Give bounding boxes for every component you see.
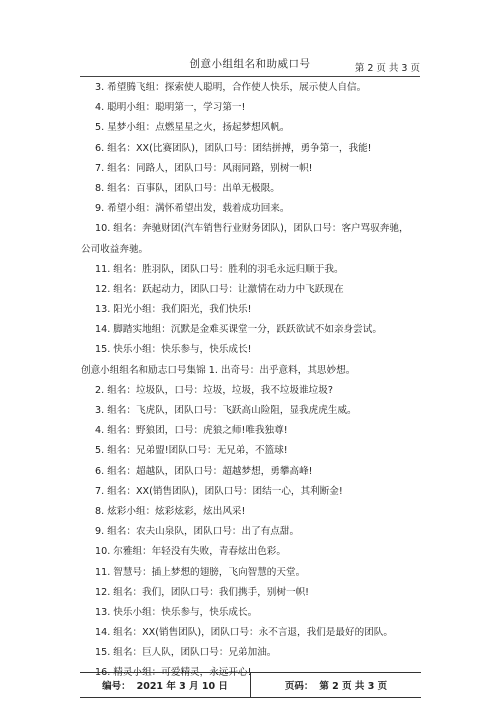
list-item: 8. 组名：百事队，团队口号：出单无极限。 <box>95 182 280 194</box>
list-item: 14. 组名：XX(销售团队)，团队口号：永不言退，我们是最好的团队。 <box>95 627 393 639</box>
list-item: 13. 阳光小组：我们阳光，我们快乐! <box>95 304 252 316</box>
list-item-continuation: 公司收益奔驰。 <box>81 243 149 255</box>
section-heading-line: 创意小组组名和励志口号集锦 1. 出奇号：出乎意料，其思妙想。 <box>81 364 356 376</box>
document-body <box>81 78 423 684</box>
footer-id-cell <box>80 673 251 697</box>
footer-id-value: 2021 年 3 月 10 日 <box>136 681 228 692</box>
list-item: 6. 组名：超越队，团队口号：超越梦想，勇攀高峰! <box>95 465 313 477</box>
list-item: 7. 组名：XX(销售团队)，团队口号：团结一心，其利断金! <box>95 485 343 497</box>
list-item: 14. 脚踏实地组：沉默是金难买课堂一分，跃跃欲试不如亲身尝试。 <box>95 324 382 336</box>
list-item: 15. 组名：巨人队，团队口号：兄弟加油。 <box>95 647 277 659</box>
list-item: 6. 组名：XX(比赛团队)，团队口号：团结拼搏，勇争第一，我能! <box>95 142 372 154</box>
list-item: 3. 希望腾飞组：探索使人聪明，合作使人快乐，展示使人自信。 <box>95 82 367 93</box>
list-item: 12. 组名：我们，团队口号：我们携手，别树一帜! <box>95 586 310 598</box>
list-item: 12. 组名：跃起动力，团队口号：让激情在动力中飞跃现在 <box>95 283 344 295</box>
list-item: 11. 组名：胜羽队，团队口号：胜利的羽毛永远归顺于我。 <box>95 263 344 275</box>
list-item: 5. 星梦小组：点燃星星之火，扬起梦想风帆。 <box>95 122 290 134</box>
list-item: 9. 希望小组：满怀希望出发，载着成功回来。 <box>95 203 290 215</box>
document-title: 创意小组组名和助威口号 <box>189 58 311 70</box>
footer-table <box>80 672 421 698</box>
list-item: 15. 快乐小组：快乐参与，快乐成长! <box>95 344 252 356</box>
list-item: 10. 尔雅组：年轻没有失败，青春炫出色彩。 <box>95 546 286 558</box>
list-item: 5. 组名：兄弟盟!团队口号：无兄弟，不篮球! <box>95 445 288 457</box>
footer-page-value: 第 2 页 共 3 页 <box>319 681 388 692</box>
list-item: 2. 组名：垃圾队，口号：垃圾，垃圾，我不垃圾谁垃圾? <box>95 384 333 396</box>
list-item: 11. 智慧号：插上梦想的翅膀，飞向智慧的天堂。 <box>95 566 306 578</box>
header-page-number: 第 2 页 共 3 页 <box>354 63 420 74</box>
list-item: 9. 组名：农夫山泉队，团队口号：出了有点甜。 <box>95 526 300 538</box>
list-item: 10. 组名：奔驰财团(汽车销售行业财务团队)，团队口号：客户骂驭奔驰， <box>95 223 409 235</box>
footer-page-label: 页码： <box>284 681 314 692</box>
header-divider <box>80 76 420 77</box>
list-item: 4. 聪明小组：聪明第一，学习第一! <box>95 102 246 114</box>
footer-id-label: 编号： <box>102 681 131 692</box>
list-item: 13. 快乐小组：快乐参与，快乐成长。 <box>95 606 258 618</box>
list-item: 4. 组名：野狼团，口号：虎狼之师!唯我独尊! <box>95 425 288 437</box>
list-item: 8. 炫彩小组：炫彩炫彩，炫出风采! <box>95 505 246 517</box>
footer-page-cell <box>251 673 421 697</box>
list-item: 16. 精灵小组：可爱精灵，永远开心! <box>95 667 252 679</box>
list-item: 3. 组名：飞虎队，团队口号：飞跃高山险阻，显我虎虎生威。 <box>95 405 357 416</box>
list-item: 7. 组名：同路人，团队口号：风雨同路，别树一帜! <box>95 162 313 174</box>
